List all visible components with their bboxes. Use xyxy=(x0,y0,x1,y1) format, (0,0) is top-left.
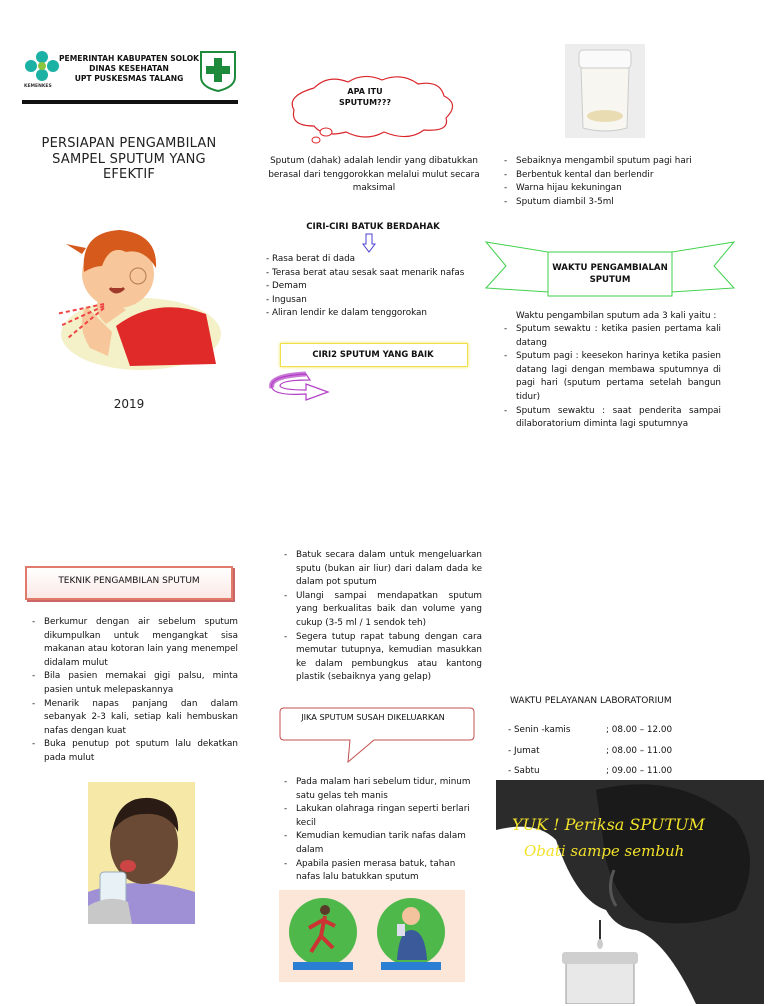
layanan-row xyxy=(508,745,728,766)
ciri-sputum-item: - Berbentuk kental dan berlendir xyxy=(502,169,722,183)
layanan-schedule xyxy=(508,724,728,786)
susah-item: - Apabila pasien merasa batuk, tahan nafas lalu batukkan sputum xyxy=(282,858,482,885)
teknik-item: - Ulangi sampai mendapatkan sputum yang berkualitas baik dan volume yang cukup (3-5 ml / 1 sendok teh) xyxy=(282,590,482,631)
teknik-list xyxy=(30,616,238,766)
gov-line-2: DINAS KESEHATAN xyxy=(89,64,169,73)
down-arrow-icon xyxy=(362,233,376,253)
ciri-batuk-list xyxy=(266,253,486,321)
cover-title: PERSIAPAN PENGAMBILAN SAMPEL SPUTUM YANG EFEKTIF xyxy=(41,136,217,182)
teknik-title: TEKNIK PENGAMBILAN SPUTUM xyxy=(58,576,200,586)
susah-item: - Pada malam hari sebelum tidur, minum satu gelas teh manis xyxy=(282,776,482,803)
teknik-item: - Segera tutup rapat tabung dengan cara memutar tutupnya, kemudian masukkan ke dalam pembungkus atau kantong plastik (sebaiknya yang gelap) xyxy=(282,631,482,685)
waktu-pengambilan-intro: Waktu pengambilan sputum ada 3 kali yaitu : xyxy=(516,311,717,321)
ciri-sputum-item: - Sputum diambil 3-5ml xyxy=(502,196,722,210)
ciri-batuk-item: - Demam xyxy=(266,281,307,292)
ciri-sputum-item: - Sebaiknya mengambil sputum pagi hari xyxy=(502,155,722,169)
coughing-boy-illustration xyxy=(46,214,226,376)
susah-item: - Kemudian kemudian tarik nafas dalam dalam xyxy=(282,830,482,857)
layanan-day: - Senin -kamis xyxy=(508,725,571,735)
teknik-item: - Bila pasien memakai gigi palsu, minta pasien untuk melepaskannya xyxy=(30,670,238,697)
teknik-item: - Batuk secara dalam untuk mengeluarkan sputu (bukan air liur) dari dalam dada ke dalam pot sputum xyxy=(282,549,482,590)
sputum-pot-photo xyxy=(565,44,645,138)
layanan-title: WAKTU PELAYANAN LABORATORIUM xyxy=(510,696,672,706)
layanan-time: ; 08.00 – 11.00 xyxy=(606,745,673,756)
waktu-item: - Sputum pagi : keesekon harinya ketika pasien datang lagi dengan membawa sputumnya di pagi hari (sputum pertama setelah bangun tidur) xyxy=(502,350,721,404)
ciri-batuk-item: - Aliran lendir ke dalam tenggorokan xyxy=(266,308,427,319)
poster-line-1: YUK ! Periksa SPUTUM xyxy=(512,815,705,834)
teknik-item: - Buka penutup pot sputum lalu dekatkan pada mulut xyxy=(30,738,238,765)
thought-bubble xyxy=(284,74,460,144)
sputum-definition: Sputum (dahak) adalah lendir yang dibatukkan berasal dari tenggorokkan melalui mulut secara maksimal xyxy=(268,156,480,194)
layanan-day: - Jumat xyxy=(508,745,540,756)
waktu-pengambilan-title: WAKTU PENGAMBIALAN SPUTUM xyxy=(552,263,668,285)
layanan-time: ; 08.00 – 12.00 xyxy=(606,725,673,735)
child-sputum-illustration xyxy=(88,782,195,924)
poster-line-2: Obati sampe sembuh xyxy=(524,842,685,860)
kemenkes-logo xyxy=(22,48,62,88)
curved-arrow-icon xyxy=(266,370,332,404)
teknik-item: - Berkumur dengan air sebelum sputum dikumpulkan untuk mengangkat sisa makanan atau kotoran lain yang menempel didalam mulut xyxy=(30,616,238,670)
layanan-day: - Sabtu xyxy=(508,766,540,776)
poster-image xyxy=(496,780,764,1004)
teknik-list-continued xyxy=(282,549,482,685)
ciri-sputum-item: - Warna hijau kekuningan xyxy=(502,182,722,196)
header-gov-text xyxy=(58,54,200,84)
waktu-item: - Sputum sewaktu : saat penderita sampai dilaboratorium diminta lagi sputumnya xyxy=(502,405,721,432)
susah-list xyxy=(282,776,482,885)
ciri-sputum-list xyxy=(502,155,722,209)
puskesmas-logo xyxy=(198,49,238,93)
gov-line-3: UPT PUSKESMAS TALANG xyxy=(74,74,184,83)
waktu-pengambilan-list xyxy=(502,323,721,432)
cover-year: 2019 xyxy=(113,397,145,411)
teknik-item: - Menarik napas panjang dan dalam sebanyak 2-3 kali, setiap kali hembuskan nafas dengan kuat xyxy=(30,698,238,739)
ciri-batuk-title: CIRI-CIRI BATUK BERDAHAK xyxy=(306,222,440,232)
layanan-row xyxy=(508,724,728,745)
susah-item: - Lakukan olahraga ringan seperti berlari kecil xyxy=(282,803,482,830)
exercise-illustration xyxy=(279,890,465,982)
susah-title: JIKA SPUTUM SUSAH DIKELUARKAN xyxy=(301,712,445,722)
ciri-sputum-title: CIRI2 SPUTUM YANG BAIK xyxy=(312,349,434,359)
header-divider xyxy=(22,100,238,104)
kemenkes-label: KEMENKES xyxy=(24,84,52,89)
layanan-time: ; 09.00 – 11.00 xyxy=(606,766,673,776)
ciri-batuk-item: - Rasa berat di dada xyxy=(266,254,356,264)
ciri-batuk-item: - Ingusan xyxy=(266,294,307,305)
bubble-text: APA ITU SPUTUM??? xyxy=(339,87,391,107)
waktu-item: - Sputum sewaktu : ketika pasien pertama kali datang xyxy=(502,323,721,350)
ciri-batuk-item: - Terasa berat atau sesak saat menarik nafas xyxy=(266,267,465,278)
gov-line-1: PEMERINTAH KABUPATEN SOLOK xyxy=(58,54,200,63)
